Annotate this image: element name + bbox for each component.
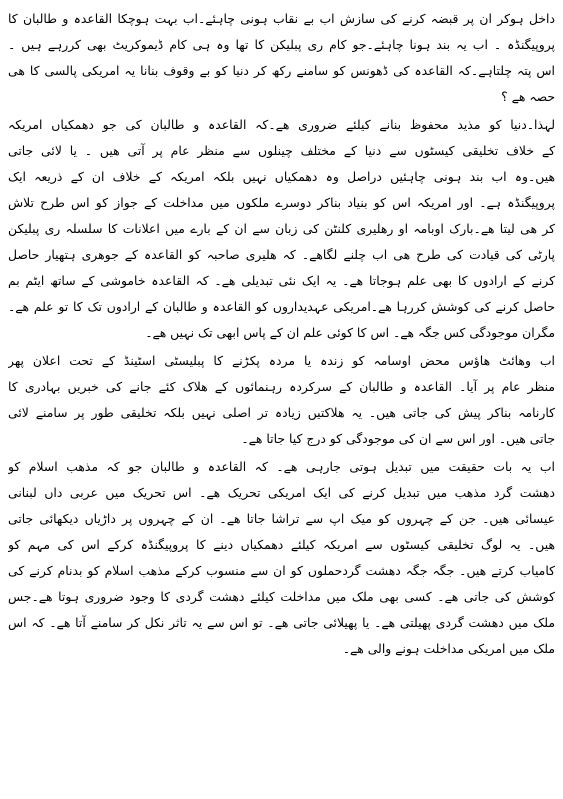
text-line: پروپیگنڈہ ۔ اب یہ بند ہونا چاہئے۔جو کام ری پبلیکن کا تھا وہ ہی کام ڈیموکریٹ بھی کررہے ہیں ۔ — [8, 37, 555, 52]
text-line: جاتی ھیں۔ اور اس سے ان کی موجودگی کو درج کیا جاتا ھے۔ — [241, 431, 555, 446]
text-line: ھیں۔ یہ لوگ تخلیقی کیسٹوں سے امریکہ کیلئے دھمکیاں دینے کا پروپیگنڈہ کرکے اس کی مہم کو — [8, 537, 555, 552]
text-line: داخل ہوکر ان پر قبضہ کرنے کی سازش اب بے نقاب ہونی چاہئے۔اب بہت ہوچکا القاعدہ و طالبان کا — [8, 11, 555, 26]
text-line: مگران موجودگی کس جگہ ھے۔ اس کا کوئی علم ان کے پاس ابھی تک نہیں ھے۔ — [145, 325, 555, 340]
text-line: لہذا۔دنیا کو مذید محفوظ بنانے کیلئے ضروری ھے۔کہ القاعدہ و طالبان کی جو دھمکیاں امریکہ — [8, 117, 555, 132]
text-line: ملک میں دھشت گردی پھیلتی ھے۔ یا پھیلائی جاتی ھے۔ تو اس سے یہ تاثر نکل کر سامنے آتا ھے۔ کہ اس — [8, 615, 555, 630]
text-line: حاصل کرنے کی کوشش کررہا ھے۔امریکی عہدیداروں کو القاعدہ و طالبان کے ارادوں تک کا تو علم ھے۔ — [8, 299, 555, 314]
text-line: دھشت گرد مذھب میں تبدیل کرنے کی ایک امریکی تحریک ھے۔ اس تحریک میں عربی داں لبنانی — [8, 485, 555, 500]
text-line: ھیں۔وہ اب بند ہونی چاہئیں دراصل وہ دھمکیاں نہیں بلکہ امریکہ کے خلاف ان کے ذریعہ ایک — [8, 169, 555, 184]
text-line: کے خلاف تخلیقی کیسٹوں سے دنیا کے مختلف چینلوں سے منظر عام پر آتی ھیں ۔ یا لائی جاتی — [8, 143, 555, 158]
text-line: کارنامہ بناکر پیش کی جاتی ھیں۔ یہ ھلاکتیں زیادہ تر اصلی نہیں بلکہ تخلیقی طور پر سامنے لائی — [8, 405, 555, 420]
text-line: منظر عام پر آیا۔ القاعدہ و طالبان کے سرکردہ رہنمائوں کے ھلاک کئے جانے کی خبریں بہادری کا — [8, 379, 555, 394]
text-line: پروپیگنڈہ ہے۔ اور امریکہ اس کو بنیاد بناکر دوسرے ملکوں میں مداخلت کے جواز کو اس طرح تلاش — [8, 195, 555, 210]
text-line: کرنے کے ارادوں کا بھی علم ہوجاتا ھے۔ یہ ایک نئی تبدیلی ھے۔ کہ القاعدہ خاموشی کے ساتھ ایٹم بم — [8, 273, 555, 288]
text-line: اب وھائٹ ھاؤس محض اوسامہ کو زندہ یا مردہ پکڑنے کا پبلیسٹی اسٹینڈ کے تحت اعلان پھر — [8, 353, 555, 368]
text-line: کامیاب کرتے ھیں۔ جگہ جگہ دھشت گردحملوں کو ان سے منسوب کرکے مذھب اسلام کو بدنام کرنے کی — [8, 563, 555, 578]
text-line: ملک میں امریکی مداخلت ہونے والی ھے۔ — [342, 641, 555, 656]
text-line: کوشش کی جاتی ھے۔ کسی بھی ملک میں مداخلت کیلئے دھشت گردی کا وجود ضروری ہوتا ھے۔جس — [8, 589, 555, 604]
text-line: پارٹی کی قیادت کی طرح ھی اب چلنے لگاھے۔ کہ ھلیری صاحبہ کو القاعدہ کے جوھری ہتھیار حاصل — [8, 247, 555, 262]
text-line: اس پتہ چلتاہے۔کہ القاعدہ کی ڈھونس کو سامنے رکھ کر دنیا کو بے وقوف بنانا یہ امریکی پالسی کا ھی — [8, 63, 555, 78]
text-line: عیسائی ھیں۔ جن کے چہروں کو میک اپ سے تراشا جاتا ھے۔ ان کے چہروں پر داڑیاں دیکھائی جاتی — [8, 511, 555, 526]
text-line: کر ھی لیتا ھے۔بارک اوبامہ او رھلیری کلنٹن کی زبان سے ان کے بارے میں اعلانات کا سلسلہ ری پبلیکن — [8, 221, 555, 236]
text-line: حصہ ھے ؟ — [501, 89, 555, 104]
text-line: اب یہ بات حقیقت میں تبدیل ہوتی جارہی ھے۔ کہ القاعدہ و طالبان جو کہ مذھب اسلام کو — [8, 459, 555, 474]
